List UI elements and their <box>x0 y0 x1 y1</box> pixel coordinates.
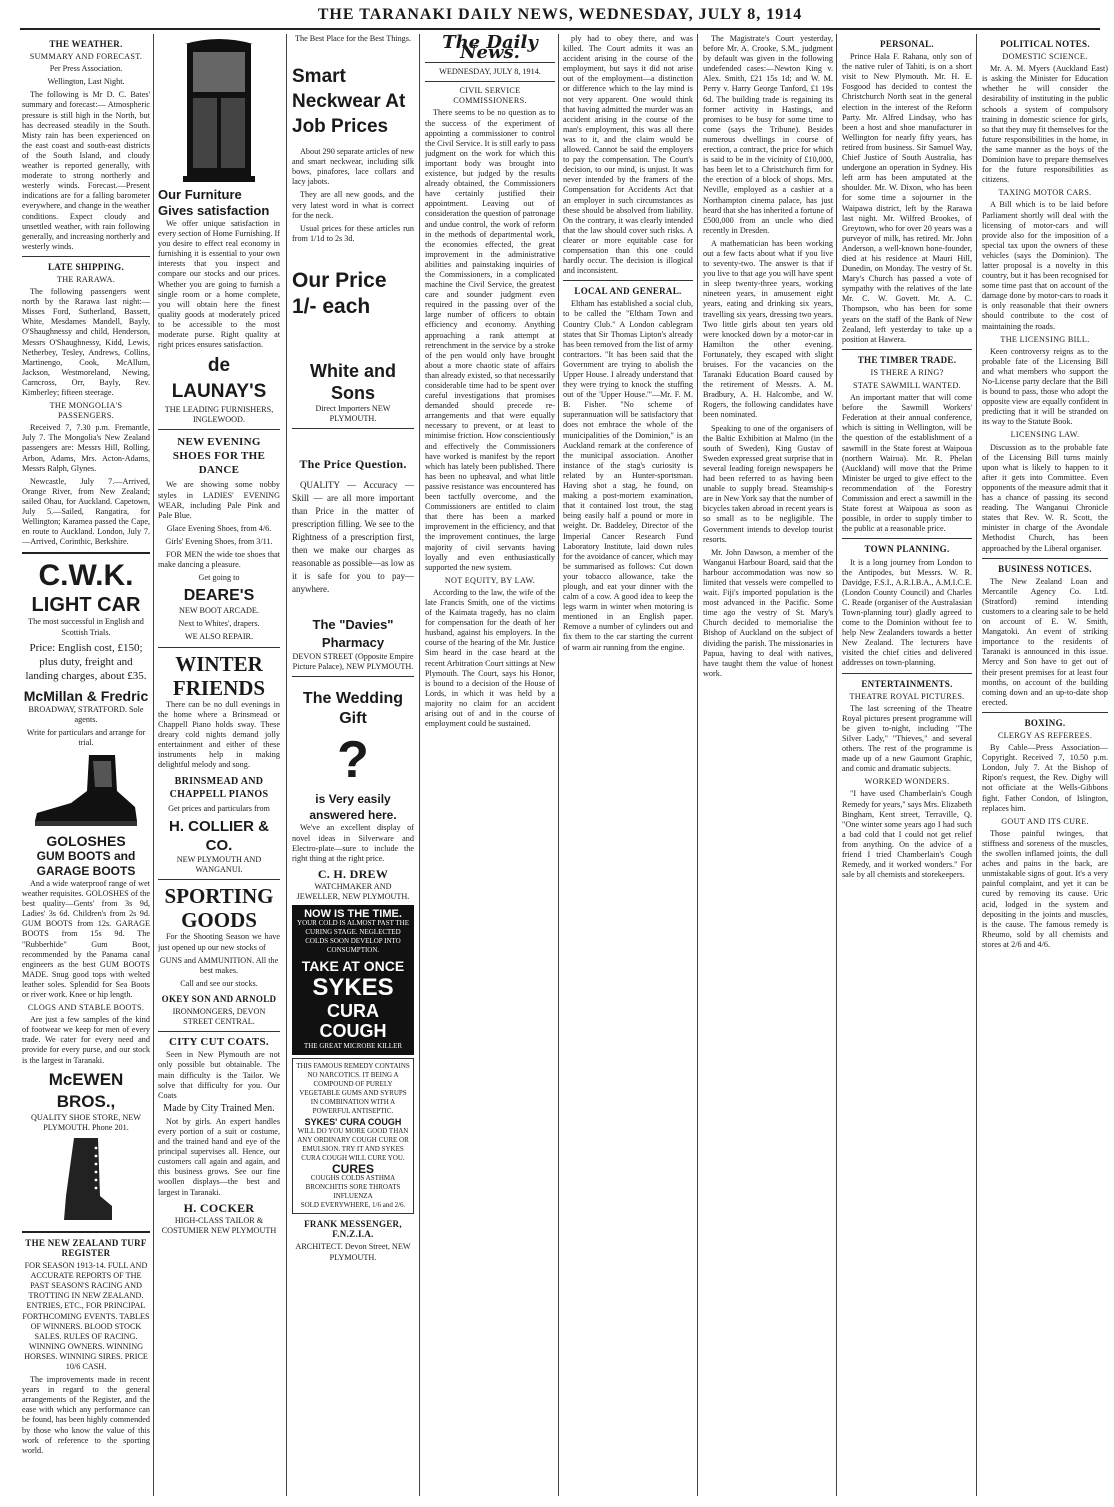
column-7 <box>842 34 972 1496</box>
question-mark-icon: ? <box>337 731 369 790</box>
licensing-law-heading: LICENSING LAW. <box>1010 430 1080 440</box>
worked-wonders-heading: WORKED WONDERS. <box>864 777 950 787</box>
mcewen-name: McEWEN BROS., <box>48 1069 124 1111</box>
neckwear-text-2: They are all new goods, and the very latest word in what is correct for the neck. <box>292 190 414 220</box>
clogs-text: Are just a few samples of the kind of footwear we keep for men of every trade. We cater for every need and provide for every purse, and our stock is the largest in Taranaki. <box>22 1015 150 1065</box>
town-planning-heading: TOWN PLANNING. <box>864 544 950 555</box>
gout-text: Those painful twinges, that stiffness and soreness of the muscles, the swollen inflamed joints, the dull aches and pains in the back, are unmistakable signs of gout. It's a very painful complaint, and yet it can be cured by removing its cause. Uric acid, lodged in the system and depositing in the joints and muscles, is the cause. The famous remedy is Rheumo, sold by all chemists and stores at 2/6 and 4/6. <box>982 828 1108 949</box>
timber-text: An important matter that will come before the Sawmill Workers' Federation at their annual conference, which is sitting in Wellington, will be the question of the establishment of a sawmill in the State forest at Waipoua (northern Wairoa). Mr. R. Phelan (Auckland) will move that the Prime Minister be urged to give effect to the recommendation of the Forestry Commission and erect a sawmill in the State forest at Waipoua as soon as possible, in order to supply timber to the public at a reasonable price. <box>842 393 972 534</box>
deare-location: Next to Whites', drapers. <box>178 619 260 629</box>
sykes-details <box>292 1058 414 1214</box>
weather-heading: THE WEATHER. <box>49 39 123 49</box>
worked-wonders-text: "I have used Chamberlain's Cough Remedy for years," says Mrs. Elizabeth Bingham, Kent street, Terraville, Q. "One winter some years ago I had such a bad cold that I could not get relief from anything. On the advice of a friend I tried Chamberlain's Cough Remedy, and it worked wonders." For sale by all chemists and storekeepers. <box>842 789 972 880</box>
sykes-name-2: SYKES' CURA COUGH <box>304 1117 402 1128</box>
timber-subheading-2: STATE SAWMILL WANTED. <box>853 381 961 390</box>
civil-service-text: There seems to be no question as to the success of the experiment of appointing a commissioner to control the Civil Service. It is still early to pass judgment on the work for which this important body was brought into existence, but judged by the results already obtained, the Commissioners have certainly justified their appointment. Leaving out of consideration the question of patronage and undue control, the work of reform in the methods of departmental work, the economies effected, the great improvement in the administrative abilities and painstaking inquiries of the Commissioners, in a complicated machine the Civil Service, the greatest care and sounder judgment even required in the passing over of the large number of officers to obtain efficiency and economy. Anything approaching a rank attempt at retrenchment in the service by a stroke of the pen would only have brought about a more chaotic state of affairs than already existed, so that necessarily considerable time had to be spent over careful investigations that promises demanded should precede re-arrangements and that were equally necessary to prevent, or at least to minimise friction. How conscientiously and effectively the Commissioners have worked is manifest by the report which has lately been published. There has been no upheaval, and what little passive resistance was encountered has been tactfully overcome, and the Commissioners are entitled to claim that there has been a marked improvement in the efficiency, and that the improvement continues, the large majority of civil servants having loyally and even enthusiastically supported the new system. <box>425 108 555 572</box>
evening-shoes-price-1: Glace Evening Shoes, from 4/6. <box>166 523 272 533</box>
local-general-heading: LOCAL AND GENERAL. <box>574 286 682 297</box>
column-1 <box>22 34 150 1496</box>
business-notices-heading: BUSINESS NOTICES. <box>998 563 1092 574</box>
neckwear-usual-price: Usual prices for these articles run from 1/1d to 2s 3d. <box>292 223 414 243</box>
sporting-goods-call: Call and see our stocks. <box>180 978 258 988</box>
sykes-now: NOW IS THE TIME. <box>304 908 402 921</box>
boxing-heading: BOXING. <box>1024 717 1066 728</box>
column-rule <box>976 34 977 1496</box>
licensing-bill-heading: THE LICENSING BILL. <box>1000 334 1090 344</box>
sykes-cold-warning: YOUR COLD IS ALMOST PAST THE CURING STAGE. NEGLECTED COLDS SOON DEVELOP INTO CONSUMPTION. <box>297 919 409 955</box>
gout-heading: GOUT AND ITS CURE. <box>1001 816 1089 826</box>
business-notices-text: The New Zealand Loan and Mercantile Agency Co. Ltd. (Stratford) remind intending customers to a clearing sale to be held on account of E. W. Smith, Mangatoki. An event of striking importance to the residents of Taranaki is announced in this issue. Mercy and Son have to get out of their present premises for at least four months, on account of the building coming down and an up-to-date shop erected. <box>982 576 1108 707</box>
timber-subheading: IS THERE A RING? <box>870 367 944 377</box>
piano-brands: BRINSMEAD AND CHAPPELL PIANOS <box>169 776 269 801</box>
furniture-cabinet-illustration <box>179 38 259 183</box>
editorial-date: WEDNESDAY, JULY 8, 1914. <box>439 67 541 77</box>
sporting-goods-text: For the Shooting Season we have just opened up our new stocks of <box>158 932 280 952</box>
drew-name: C. H. DREW <box>317 866 389 881</box>
evening-shoes-text: We are showing some nobby styles in LADIES' EVENING WEAR, including Pale Pink and Pale Blue. <box>158 480 280 520</box>
entertainments-subheading: THEATRE ROYAL PICTURES. <box>849 691 965 701</box>
local-notes-4: Mr. John Dawson, a member of the Wanganui Harbour Board, said that the harbour accommodation was now so limited that vessels were compelled to wait. Fiji's imported population is the most advanced in the Pacific. Some time ago the vestry of St. Mary's Church decided to memorialise the Bishop of Auckland on the subject of dividing the parish. The missionaries in Papua, having to deal with natives, have taught them the value of honest work. <box>703 547 833 678</box>
local-notes-1: The Magistrate's Court yesterday, before Mr. A. Crooke, S.M., judgment by default was given in the following undefended cases:—Newton King v. Alex. Smith, £21 15s 1d; and W. M. Perry v. Harry George Tanford, £1 19s 6d. The building trade is regaining its former activity in Hastings, and promises to be busy for some time to come (says the Tribune). Besides numerous dwellings in course of erection, a contract, the price for which is said to be in the vicinity of £10,000, has been let to a Christchurch firm for the erection of a block of shops. Mrs. Neville, employed as a cashier at a Northampton cinema palace, has just heard that she has inherited a fortune of £500,000 from an uncle who died recently in Dresden. <box>703 34 833 235</box>
taxing-motor-heading: TAXING MOTOR CARS. <box>998 188 1092 198</box>
cocker-subtitle: HIGH-CLASS TAILOR & COSTUMIER NEW PLYMOUTH <box>161 1215 277 1235</box>
furniture-text: We offer unique satisfaction in every section of Home Furnishing. If you desire to effect real economy in furnishing it is essential to your own interests that you inspect and compare our stocks and our prices. Whether you are going to furnish a single room or a home complete, you will obtain here the finest quality goods at moderately priced to be accessible to the most moderate purse. Right quality at right prices ensures satisfaction. <box>158 219 280 350</box>
city-coats-made: Made by City Trained Men. <box>163 1102 275 1114</box>
neckwear-text: About 290 separate articles of new and smart neckwear, including silk bows, pinafores, lace collars and lacy jabots. <box>292 147 414 187</box>
wedding-gift-title: The Wedding Gift <box>302 690 404 728</box>
column-8 <box>982 34 1108 1496</box>
messenger-name: FRANK MESSENGER, F.N.Z.I.A. <box>304 1219 402 1240</box>
deare-intro: Get going to <box>198 573 240 583</box>
newspaper-masthead: THE TARANAKI DAILY NEWS, WEDNESDAY, JULY 8, 1914 <box>20 6 1100 30</box>
white-sons-tagline: The Best Place for the Best Things. <box>294 34 412 43</box>
mcewen-address: QUALITY SHOE STORE, NEW PLYMOUTH. Phone 201. <box>30 1112 142 1132</box>
sykes-cura-cough-advert <box>292 905 414 1055</box>
furniture-title: Our Furniture Gives satisfaction <box>158 187 270 218</box>
timber-heading: THE TIMBER TRADE. <box>857 354 957 365</box>
mcmillan-name: McMillan & Fredric <box>23 687 149 704</box>
wedding-gift-text: We've an excellent display of novel ideas in Silverware and Electro-plate—sure to include the right thing at the right price. <box>292 823 414 863</box>
cwk-title: C.W.K. <box>38 559 134 593</box>
weather-text: The following is Mr D. C. Bates' summary and forecast:— Atmospheric pressure is still high in the North, but has decreased steadily in the South. Misty rain has been experienced on the east coast and south-east districts of the South Island, and cloudy weather is reported generally, with moderate to strong northerly and westerly winds. Forecast.—Present indications are for a falling barometer everywhere, and change in the weather conditions. Expect cloudy and unsettled weather, with rain following generally, and increasing northerly and westerly winds. <box>22 90 150 251</box>
goloshes-subtitle-2: GARAGE BOOTS <box>36 863 136 878</box>
deare-name: DEARE'S <box>183 587 255 605</box>
sykes-sold: SOLD EVERYWHERE, 1/6 and 2/6. <box>300 1201 406 1210</box>
white-sons-name: White and Sons <box>310 360 396 403</box>
goloshes-title: GOLOSHES <box>46 832 126 849</box>
sykes-ailments: COUGHS COLDS ASTHMA BRONCHITIS SORE THROATS INFLUENZA <box>305 1174 401 1201</box>
sykes-take: TAKE AT ONCE <box>301 958 405 975</box>
winter-friends-text: There can be no dull evenings in the home where a Brinsmead or Chappell Piano holds sway. These dreary cold nights demand jolly entertainment and either of these instruments help in making delightful melody and song. <box>158 699 280 770</box>
price-question-text: QUALITY — Accuracy — Skill — are all more important than Price in the matter of prescription filling. We see to the Rightness of a prescription first, then we make our charges as reasonable as possible—as low as it is safe for you to pay—anywhere. <box>292 480 414 595</box>
shipping-subheading: THE RARAWA. <box>56 274 116 284</box>
column-rule <box>286 34 287 1496</box>
cwk-subtitle: LIGHT CAR <box>31 594 141 617</box>
collier-name: H. COLLIER & CO. <box>169 818 269 855</box>
entertainments-heading: ENTERTAINMENTS. <box>861 678 953 689</box>
column-rule <box>153 34 154 1496</box>
city-coats-more: Not by girls. An expert handles every portion of a suit or costume, and the trained hand and eye of the principal supervises all. Hence, our customers call again and again, and this business grows. See our fine woollen displays—the best and largest in Taranaki. <box>158 1116 280 1197</box>
local-general-text: Eltham has established a social club, to be called the "Eltham Town and Country Club." A London cablegram states that Sir Thomas Lipton's already has been removed from the list of army contractors. "It has been said that the Government are trying to abolish the Upper House. I already understand that they were trying to knock the stuffing out of the 'Upper House.'"—Mr. F. M. B. Fisher. "No scheme of superannuation will be satisfactory that does not embrace the whole of the municipalities of the Dominion," is an Auckland remark at the conference of the municipal association. Another instance of the stag's curiosity is related by an Hunter-sportsman. Having shot a stag, he found, on making a post-mortem examination, that it contained lost trout, the stag being easily half a pound or more in weight. Dr. Baddeley, Director of the Imperial Cancer Research Fund Laboratory Institute, laid down rules for the avoidance of cancer, which may be summarised as follows: Cut down your tobacco allowance, take the plough, and eat your dinner with the calm of a cow. A good idea to keep the legs warm in winter when motoring is mentioned in an English paper. Remove a number of cylinders out and fix them to the car starting the current of warm air running from the engine. <box>563 299 693 652</box>
neckwear-our-price: Our Price 1/- each <box>292 268 387 318</box>
neckwear-title: Smart Neckwear At Job Prices <box>292 66 406 138</box>
deare-repair: WE ALSO REPAIR. <box>184 632 254 642</box>
sykes-cures: CURES <box>331 1162 374 1177</box>
entertainments-text: The last screening of the Theatre Royal pictures present programme will be given to-night, including "The Silver Lady," "Thieves," and several others. The rest of the programme is made up of a new Gaumont Graphic, and comic and dramatic subjects. <box>842 703 972 774</box>
evening-shoes-price-2: Girls' Evening Shoes, from 3/11. <box>165 536 273 546</box>
political-notes-heading: POLITICAL NOTES. <box>1000 39 1090 49</box>
boxing-subheading: CLERGY AS REFEREES. <box>997 731 1093 740</box>
weather-byline: Per Press Association. <box>49 64 123 74</box>
city-coats-text: Seen in New Plymouth are not only possible but obtainable. The main difficulty is the Tailor. We solve that difficulty for you. Our Coats <box>158 1050 280 1100</box>
wedding-gift-answer: is Very easily answered here. <box>309 792 397 823</box>
goloshes-subtitle-1: GUM BOOTS and <box>36 848 136 863</box>
cwk-price: Price: English cost, £150; plus duty, freight and landing charges, about £35. <box>25 641 147 682</box>
price-question-title: The Price Question. <box>299 457 407 472</box>
mcmillan-write: Write for particulars and arrange for trial. <box>26 727 146 747</box>
davies-name: The "Davies" Pharmacy <box>312 617 394 651</box>
sporting-goods-items: GUNS and AMMUNITION. All the best makes. <box>159 955 279 975</box>
local-notes-3: Speaking to one of the organisers of the Baltic Exhibition at Malmo (in the south of Sweden), King Gustav of Sweden expressed great surprise that in several leading foreign newspapers he had been referred to as having been unable to supply bread. Steamship-s are in New York say that the number of bicycles taken abroad in recent years is so small as to be negligible. The Government intends to develop tourist resorts. <box>703 423 833 544</box>
daily-news-title: The Daily News. <box>442 34 538 64</box>
goloshes-text: And a wide waterproof range of wet weather requisites. GOLOSHES of the best quality—Gents' from 3s 9d, Ladies' 3s 6d. Children's from 2s 9d. GUM BOOTS from 12s. GARAGE BOOTS from 15s 9d. The "Rubberhide" Gum Boot, recommended by the Panama canal engineers as the best GUM BOOTS MADE. Snug good tops with welted leather soles. Splendid for Sea Boots or river work. Knee or hip length. <box>22 878 150 999</box>
movements-text: Newcastle, July 7.—Arrived, Orange River, from New Zealand; sailed Ohau, for Auckland. Capetown, July 5.—Sailed, Rangatira, for Wellington; Karamea passed the Cape, en route to Auckland. London, July 7.—Arrived, Corinthic, Berkshire. <box>22 476 150 547</box>
column-rule <box>697 34 698 1496</box>
cocker-name: H. COCKER <box>183 1200 255 1215</box>
turf-register-heading: THE NEW ZEALAND TURF REGISTER <box>25 1237 147 1258</box>
column-rule <box>836 34 837 1496</box>
sykes-killer: THE GREAT MICROBE KILLER <box>303 1042 403 1051</box>
sporting-goods-title: SPORTING GOODS <box>164 884 274 933</box>
messenger-subtitle: ARCHITECT. Devon Street, NEW PLYMOUTH. <box>295 1242 411 1262</box>
sykes-famous: THIS FAMOUS REMEDY CONTAINS NO NARCOTICS. IT BEING A COMPOUND OF PURELY VEGETABLE GUMS AND SYRUPS IN COMBINATION WITH A POWERFUL ANTISEPTIC. <box>296 1062 410 1116</box>
equity-heading: NOT EQUITY, BY LAW. <box>444 575 536 585</box>
mcmillan-address: BROADWAY, STRATFORD. Sole agents. <box>28 704 144 724</box>
deare-subtitle: NEW BOOT ARCADE. <box>179 606 259 616</box>
licensing-law-text: Discussion as to the probable fate of the Licensing Bill turns mainly upon what is likely to happen to it after it gets into Committee. Even opponents of the measure admit that it has a chance of passing its second reading. The Wanganui Chronicle states that Rev. W. R. Scott, the minister in charge of the Avondale Methodist Church, has been approached by the Liberal organiser. <box>982 442 1108 553</box>
taxing-motor-text: A Bill which is to be laid before Parliament shortly will deal with the licensing of motor-cars and will provide also for the imposition of a special tax upon the owners of these vehicles (says the Dominion). The latter proposal is a novelty in this country, but it has been recognised for some time past that on account of the damage done by motor-cars to roads it is only reasonable that their owners should contribute to the cost of maintaining the roads. <box>982 200 1108 331</box>
shipping-heading: LATE SHIPPING. <box>47 261 125 272</box>
personal-text: Prince Hala F. Rahana, only son of the native ruler of Tahiti, is on a short visit to New Plymouth. Mr. H. E. Fosgood has decided to contest the Christchurch North seat in the general election in the interest of the Reform Party. Mr. Alfred Lindsay, who has been a host and shoe manufacturer in Wellington for nearly fifty years, has retired from business. Sir Samuel Way, Chief Justice of South Australia, has undergone an operation in Sydney. His left arm has been amputated at the shoulder. Mr. W. Dixon, who has been for some time a sojourner in the Waipawa district, left by the Rarawa last night. Mr. Wilfred Brookes, of Greytown, who for over 20 years was a purveyor of milk, has retired. Mr. John Anderson, a well-known hone-founder, died at his residence at Mauri Hill, Dunedin, on Monday. The vestry of St. Mary's Church has passed a vote of sympathy with the relatives of the late Mr. C. W. Govett. Mr. A. C. Thompson, who has been for some years on the staff of the Bank of New Zealand, left yesterday to take up a position at Hawera. <box>842 52 972 344</box>
okey-subtitle: IRONMONGERS, DEVON STREET CENTRAL. <box>172 1007 266 1027</box>
weather-place: Wellington, Last Night. <box>47 77 125 87</box>
evening-shoes-title: NEW EVENING SHOES FOR THE DANCE <box>172 436 266 477</box>
editorial-continued: ply had to obey there, and was killed. The Court admits it was an accident arising in the course of the employment, but says it did not arise out of the employment—a distinction or difference which to the lay mind is not very apparent. One would think that having admitted the murder was an accident arising in the course of the man's employment, this was all there was to it, and the claim would be allowed. Cannot be said the employers to pay the compensation. The Court's decision, to our mind, is unjust. It was never intended by the framers of the Compensation for Accidents Act that an employer in such circumstances as these should be absolved from liability. On the contrary, it was clearly intended that the law should cover such risks. A clearer or more equitable case for compensation than this one could hardly occur. The decision is illogical and inconsistent. <box>563 34 693 276</box>
civil-service-heading: CIVIL SERVICE COMMISSIONERS. <box>453 86 527 106</box>
sykes-name: SYKES <box>312 974 394 1002</box>
cwk-text: The most successful in English and Scottish Trials. <box>28 617 144 637</box>
column-5 <box>563 34 693 1496</box>
mongolia-heading: THE MONGOLIA'S PASSENGERS. <box>49 401 123 421</box>
column-3 <box>292 34 414 1496</box>
domestic-science-heading: DOMESTIC SCIENCE. <box>1002 52 1088 62</box>
turf-register-contents: FOR SEASON 1913-14. FULL AND ACCURATE REPORTS OF THE PAST SEASON'S RACING AND TROTTING IN NEW ZEALAND. ENTRIES, ETC., FOR PRINCIPAL FORTHCOMING EVENTS. TABLES OF WINNERS. BLOOD STOCK SALES. RULES OF RACING. WINNING OWNERS. WINNING HORSES. WINNING SIRES. PRICE 10/6 CASH. <box>22 1261 150 1371</box>
column-rule <box>419 34 420 1496</box>
equity-text: According to the law, the wife of the late Francis Smith, one of the victims of the Kaimata tragedy, has no claim for compensation for the death of her husband, against his employers. In the course of the hearing of the Mr. Justice Sim heard in the case heard at the recent Arbitration Court sittings at New Plymouth. The Court, says his Honor, is bound to a decision of the House of Lords, in which it was held by a majority no claim for an accident arising out of and in the course of employment could be sustained. <box>425 587 555 729</box>
collier-intro: Get prices and particulars from <box>168 804 270 814</box>
shipping-text: The following passengers went north by the Rarawa last night:—Misses Ford, Sutherland, Bassett, White, Mesdames Mandell, Bayly, O'Shaughnessy and child, Henderson, Messrs O'Shaughnessy, Kidd, Lewis, Netherbey, Tesley, Andrews, Collins, Martinengo, Cook, McAllum, Jackson, Westmoreland, Newing, Carncross, Orr, Bayly, Rev. Kimberley; fifteen steerage. <box>22 287 150 397</box>
column-rule <box>558 34 559 1496</box>
turf-register-footer: The improvements made in recent years in regard to the general arrangements of the Register, and the ease with which any performance can be found, has been highly commended by those who know the value of this work of reference to the sporting world. <box>22 1375 150 1455</box>
mongolia-text: Received 7, 7.30 p.m. Fremantle, July 7. The Mongolia's New Zealand passengers are: Messrs Hill, Rolling, Arbon, Adams, Mrs. Acton-Adams, Messrs Ralph, Glynes. <box>22 423 150 473</box>
davies-subtitle: DEVON STREET (Opposite Empire Picture Palace), NEW PLYMOUTH. <box>292 652 414 672</box>
sykes-more: WILL DO YOU MORE GOOD THAN ANY ORDINARY COUGH CURE OR EMULSION. TRY IT AND SYKES CURA COUGH WILL CURE YOU. <box>297 1127 409 1163</box>
delaunay-name: de LAUNAY'S <box>171 355 267 403</box>
winter-friends-title: WINTER FRIENDS <box>172 651 266 700</box>
city-coats-title: CITY CUT COATS. <box>169 1036 269 1049</box>
delaunay-subtitle: THE LEADING FURNISHERS, INGLEWOOD. <box>164 405 274 425</box>
drew-subtitle: WATCHMAKER AND JEWELLER, NEW PLYMOUTH. <box>296 881 410 901</box>
local-notes-2: A mathematician has been working out a few facts about what if you live to seventy-two. The answer is that if you live to that age you will have spent in sleep twenty-three years, working nineteen years, in amusement eight years, eating and drinking six years, travelling six years, dressing two years. Two little girls about ten years old were knocked down by a motor-car in Hamilton the other evening. Fortunately, they escaped with slight bruises. For the vacancies on the Taranaki Education Board caused by the retirement of Messrs. A. M. Bradbury, A. H. Halcombe, and W. Rogers, the following candidates have been nominated. <box>703 238 833 420</box>
column-6 <box>703 34 833 1496</box>
domestic-science-text: Mr. A. M. Myers (Auckland East) is asking the Minister for Education whether he will consider the desirability of instituting in the public schools a system of compulsory training in domestic science for girls, so that they may fit themselves for the future responsibilities in the home, in the same manner as the boys of the Dominion have to prepare themselves for the future responsibilities as citizens. <box>982 64 1108 185</box>
column-4 <box>425 34 555 1496</box>
sykes-cura: CURA COUGH <box>319 1001 387 1042</box>
town-planning-text: It is a long journey from London to the Antipodes, but Messrs. W. R. Davidge, F.S.I., A.R.I.B.A., A.M.I.C.E. (London County Council) and Charles C. Reade (organiser of the Australasian Town-planning tour) gladly agreed to come to the Dominion without fee to help New Zealanders towards a better New Zealand. The lecturers have visited the chief cities and delivered addresses on town-planning. <box>842 557 972 668</box>
column-2 <box>158 34 280 1496</box>
white-sons-subtitle: Direct Importers NEW PLYMOUTH. <box>315 403 391 424</box>
clogs-heading: CLOGS AND STABLE BOOTS. <box>27 1003 145 1013</box>
weather-subheading: SUMMARY AND FORECAST. <box>29 52 143 62</box>
okey-name: OKEY SON AND ARNOLD <box>161 993 277 1004</box>
licensing-bill-text: Keen controversy reigns as to the probable fate of the Licensing Bill and what members who support the No-License party declare that the Bill is bound to pass, those who adopt the opposite view are equally confident in predicting that it will be stranded on its way to the Statute Book. <box>982 346 1108 427</box>
boxing-text: By Cable—Press Association—Copyright. Received 7, 10.50 p.m. London, July 7. At the Bishop of Ripon's request, the Rev. Digby will not officiate at the Wells-Gibbons fight. Father Condon, of Islington, replaces him. <box>982 743 1108 813</box>
boot-illustration <box>31 751 141 831</box>
collier-subtitle: NEW PLYMOUTH AND WANGANUI. <box>176 855 262 875</box>
ladies-boot-illustration <box>56 1136 116 1226</box>
personal-heading: PERSONAL. <box>880 39 934 49</box>
evening-shoes-men: FOR MEN the wide toe shoes that make dancing a pleasure. <box>158 549 280 570</box>
